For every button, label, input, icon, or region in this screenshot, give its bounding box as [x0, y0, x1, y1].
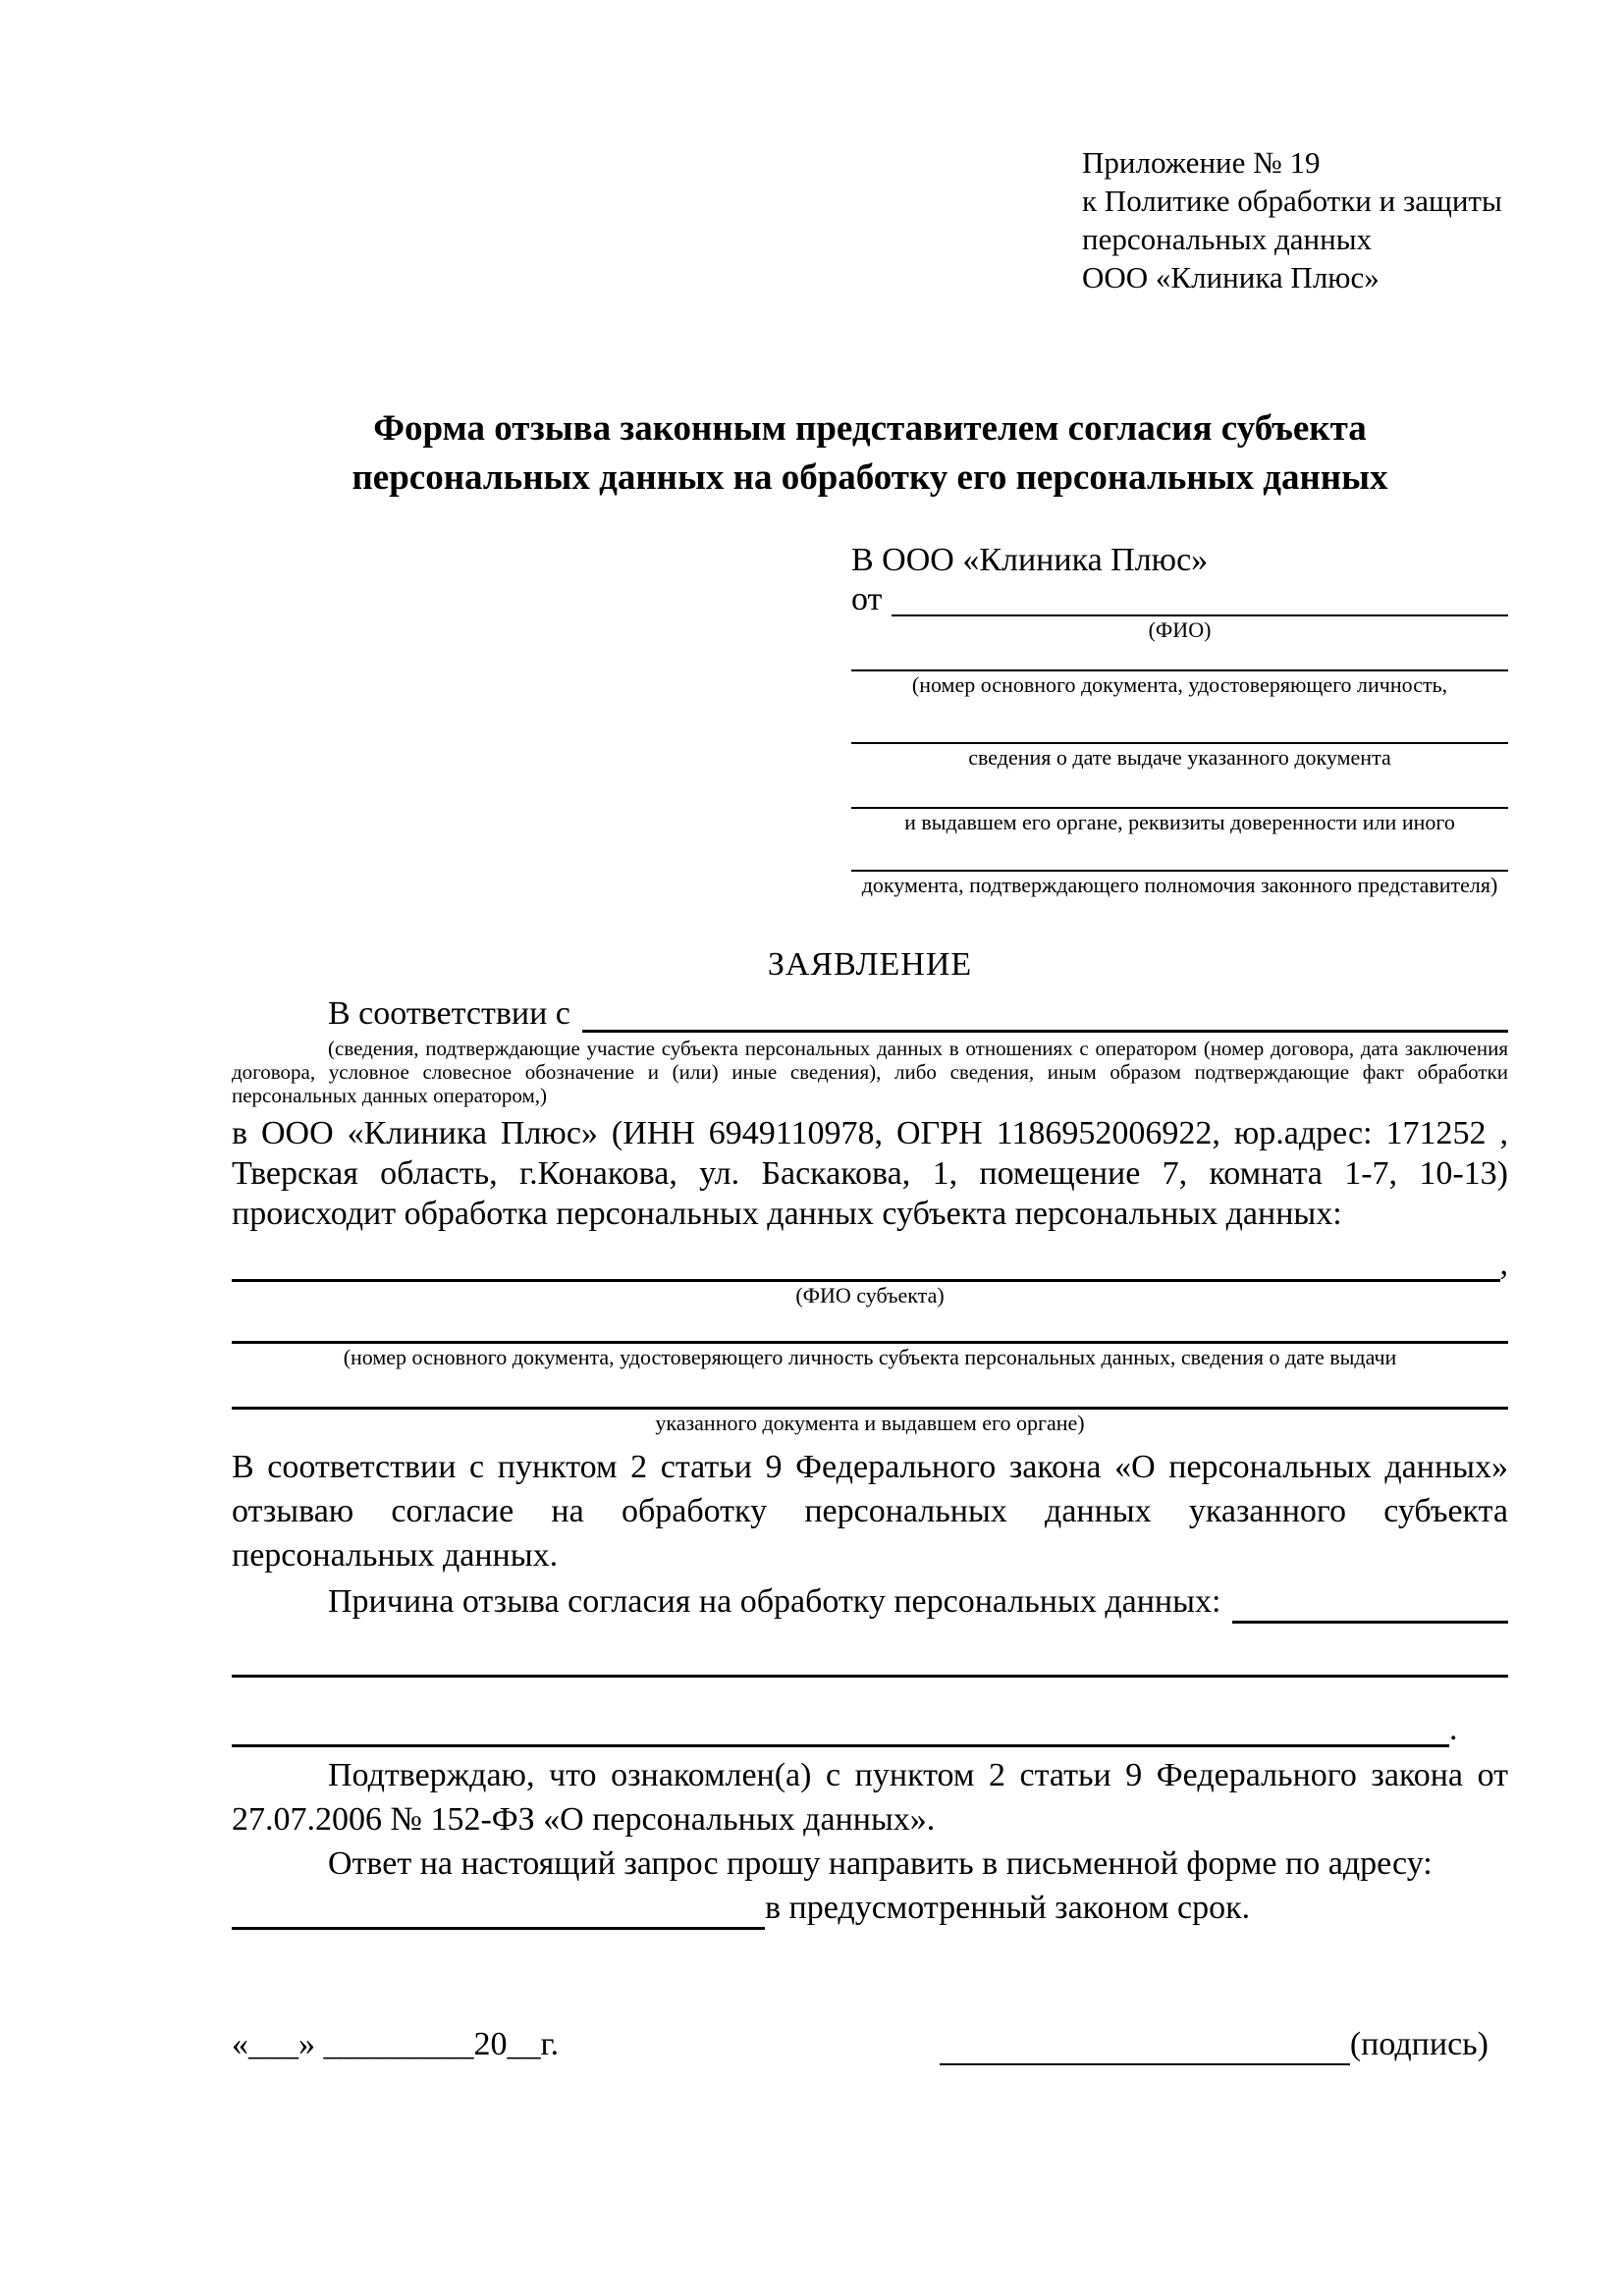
- signature-footer: [232, 2024, 1508, 2065]
- document-title-line: персональных данных на обработку его персональных данных: [352, 457, 1388, 498]
- annex-line: персональных данных: [1082, 222, 1373, 256]
- reason-blank-line-2: [232, 1675, 1508, 1678]
- reply-suffix: в предусмотренный законом срок.: [765, 1890, 1251, 1926]
- doc-caption-2: сведения о дате выдаче указанного документа: [968, 745, 1391, 770]
- reason-blank-row-3: [232, 1711, 1508, 1747]
- document-title-line: Форма отзыва законным представителем согласия субъекта: [373, 408, 1367, 449]
- intro-blank-line: [582, 998, 1508, 1033]
- annex-line: Приложение № 19: [1082, 145, 1321, 180]
- fio-caption: (ФИО): [1148, 617, 1212, 642]
- doc-powers-blank-line: [851, 836, 1508, 872]
- statement-heading: ЗАЯВЛЕНИЕ: [767, 946, 973, 983]
- reason-blank-line-3: [232, 1711, 1449, 1747]
- subject-doc-caption-1: (номер основного документа, удостоверяющего личность субъекта персональных данных, сведения о дате выдачи: [343, 1345, 1397, 1369]
- fio-blank-line: [892, 585, 1508, 616]
- doc-caption-1: (номер основного документа, удостоверяющего личность,: [911, 672, 1448, 697]
- intro-prefix: В соответствии с: [328, 995, 570, 1032]
- doc-caption-4: документа, подтверждающего полномочия законного представителя): [861, 873, 1498, 897]
- page-content: [232, 0, 1508, 2065]
- reason-label: Причина отзыва согласия на обработку персональных данных:: [328, 1583, 1221, 1620]
- signature-caption: (подпись): [1349, 2026, 1489, 2062]
- subject-comma: ,: [1499, 1246, 1508, 1282]
- addressee-from-row: [851, 583, 1508, 616]
- blank-period: .: [1449, 1711, 1458, 1747]
- annex-block: [1082, 0, 1508, 296]
- subject-fio-blank-line: [232, 1246, 1500, 1282]
- subject-doc-caption-2: указанного документа и выдавшем его органе): [655, 1411, 1085, 1435]
- doc-caption-3: и выдавшем его органе, реквизиты доверенности или иного: [904, 810, 1455, 834]
- operator-paragraph: в ООО «Клиника Плюс» (ИНН 6949110978, ОГРН 1186952006922, юр.адрес: 171252 , Тверская область, г.Конакова, ул. Баскакова, 1, помещение 7, комната 1-7, 10-13) происходит обработка персональных данных субъекта персональных данных:: [232, 1115, 1508, 1232]
- intro-row: [232, 995, 1508, 1033]
- doc-authority-blank-line: [851, 772, 1508, 809]
- from-label: от: [851, 581, 883, 617]
- confirm-paragraph: Подтверждаю, что ознакомлен(а) с пунктом 2 статьи 9 Федерального закона от 27.07.2006 № 152-ФЗ «О персональных данных».: [232, 1757, 1508, 1838]
- subject-fio-caption: (ФИО субъекта): [795, 1283, 945, 1308]
- addressee-org: В ООО «Клиника Плюс»: [851, 542, 1209, 578]
- date-blank: «___» _________20__г.: [232, 2026, 560, 2062]
- reply-address-row: [232, 1886, 1508, 1930]
- subject-fio-row: [232, 1246, 1508, 1282]
- signature-blank-line: [940, 2032, 1350, 2065]
- document-title: [232, 404, 1508, 503]
- annex-line: ООО «Клиника Плюс»: [1082, 260, 1380, 294]
- reason-row: [232, 1579, 1508, 1624]
- reply-label: Ответ на настоящий запрос прошу направить в письменной форме по адресу:: [328, 1845, 1433, 1882]
- reply-address-blank-line: [232, 1892, 765, 1930]
- doc-issue-date-blank-line: [851, 699, 1508, 744]
- doc-number-blank-line: [851, 644, 1508, 671]
- law-paragraph: В соответствии с пунктом 2 статьи 9 Федерального закона «О персональных данных» отзываю согласие на обработку персональных данных указанного субъекта персональных данных.: [232, 1449, 1508, 1574]
- intro-caption: (сведения, подтверждающие участие субъекта персональных данных в отношениях с оператором (номер договора, дата заключения договора, условное словесное обозначение и (или) иные сведения), либо сведения, иным образом подтверждающие факт обработки персональных данных оператором,): [232, 1037, 1508, 1107]
- signature-group: [940, 2024, 1489, 2065]
- addressee-block: [851, 540, 1508, 899]
- annex-line: к Политике обработки и защиты: [1082, 184, 1502, 218]
- reason-blank-line: [1232, 1585, 1508, 1624]
